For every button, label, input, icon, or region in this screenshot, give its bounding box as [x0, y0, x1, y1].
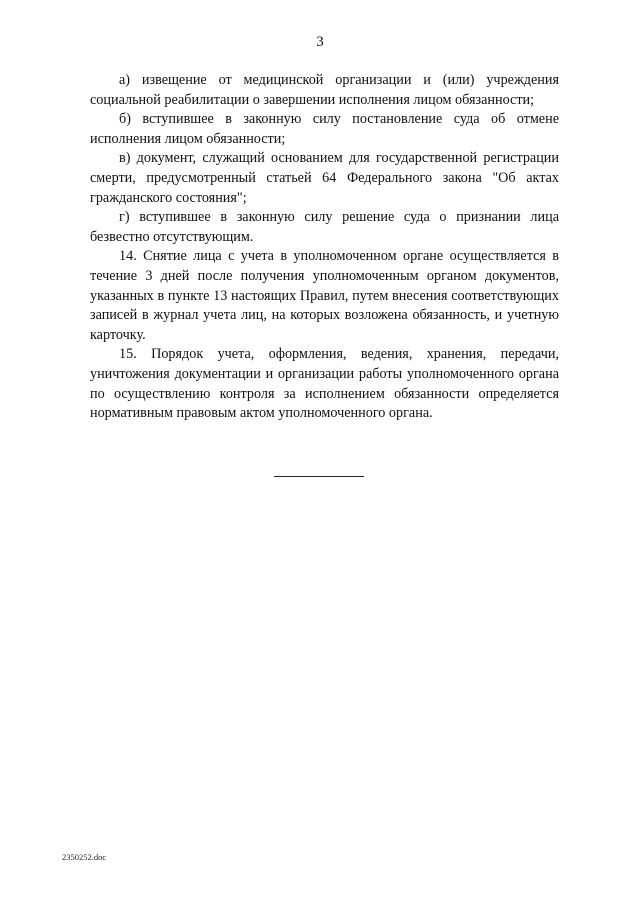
page-number: 3	[316, 34, 324, 50]
list-item-b: б) вступившее в законную силу постановление суда об отмене исполнения лицом обязанности;	[90, 111, 559, 147]
list-item-a: а) извещение от медицинской организации и (или) учреждения социальной реабилитации о завершении исполнения лицом обязанности;	[90, 72, 559, 108]
clause-14: 14. Снятие лица с учета в уполномоченном органе осуществляется в течение 3 дней после получения уполномоченным органом документов, указанных в пункте 13 настоящих Правил, путем внесения соответствующих записей в журнал учета лиц, на которых возложена обязанность, и учетную карточку.	[90, 248, 559, 343]
end-separator-line	[274, 476, 364, 477]
clause-15: 15. Порядок учета, оформления, ведения, хранения, передачи, уничтожения документации и организации работы уполномоченного органа по осуществлению контроля за исполнением обязанности определяется нормативным правовым актом уполномоченного органа.	[90, 346, 559, 422]
footer-file-name: 2350252.doc	[62, 852, 107, 862]
list-item-g: г) вступившее в законную силу решение суда о признании лица безвестно отсутствующим.	[90, 209, 559, 245]
list-item-v: в) документ, служащий основанием для государственной регистрации смерти, предусмотренный статьей 64 Федерального закона "Об актах гражданского состояния";	[90, 150, 559, 206]
document-body	[90, 71, 559, 424]
